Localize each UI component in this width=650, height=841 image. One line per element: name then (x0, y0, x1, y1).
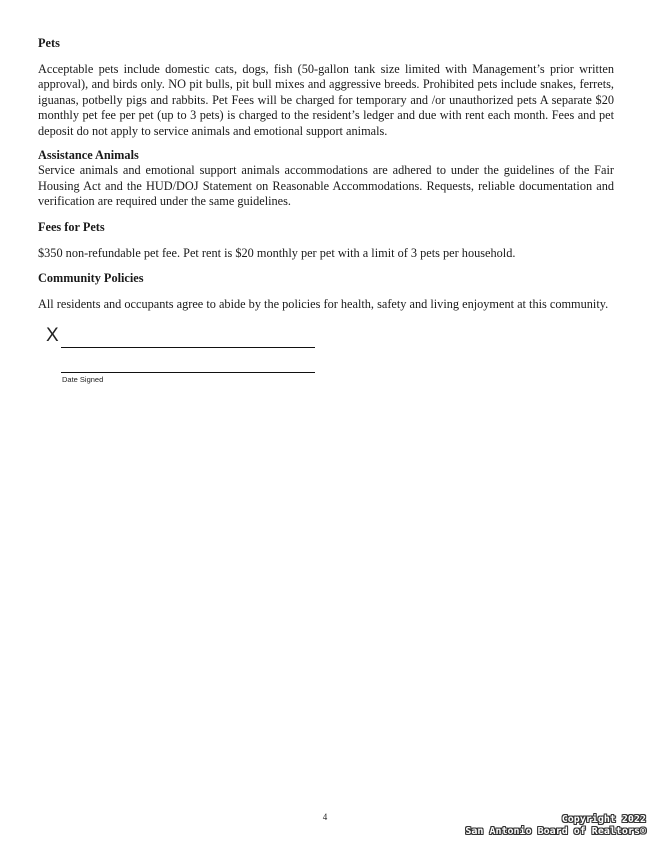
copyright-watermark (465, 814, 646, 837)
section-body-assistance-animals: Service animals and emotional support animals accommodations are adhered to under the guidelines of the Fair Housing Act and the HUD/DOJ Statement on Reasonable Accommodations. Requests, reliable documentation and verification are required under the same guidelines. (38, 163, 614, 209)
section-heading-assistance-animals: Assistance Animals (38, 147, 139, 162)
document-body (38, 36, 614, 312)
section-body-fees-for-pets: $350 non-refundable pet fee. Pet rent is $20 monthly per pet with a limit of 3 pets per household. (38, 245, 516, 260)
section-heading-community-policies: Community Policies (38, 271, 144, 286)
copyright-line: Copyright 2022 (561, 814, 646, 825)
page-number: 4 (322, 812, 328, 822)
copyright-owner: San Antonio Board of Realtors® (465, 825, 646, 837)
section-heading-pets: Pets (38, 36, 60, 50)
date-signed-line[interactable] (61, 372, 315, 373)
section-body-pets: Acceptable pets include domestic cats, dogs, fish (50-gallon tank size limited with Management’s prior written approval), and birds only. NO pit bulls, pit bull mixes and aggressive breeds. Prohibited pets include snakes, ferrets, iguanas, potbelly pigs and rabbits. Pet Fees will be charged for temporary and /or unauthorized pets A separate $20 monthly pet fee per pet (up to 3 pets) is charged to the resident’s ledger and due with rent each month. Fees and pet deposit do not apply to service animals and emotional support animals. (38, 61, 614, 138)
signature-mark: X (46, 325, 59, 346)
date-signed-label: Date Signed (62, 375, 104, 384)
section-body-community-policies: All residents and occupants agree to abide by the policies for health, safety and living enjoyment at this community. (38, 296, 609, 311)
signature-line[interactable] (61, 347, 315, 348)
section-heading-fees-for-pets: Fees for Pets (38, 219, 105, 234)
